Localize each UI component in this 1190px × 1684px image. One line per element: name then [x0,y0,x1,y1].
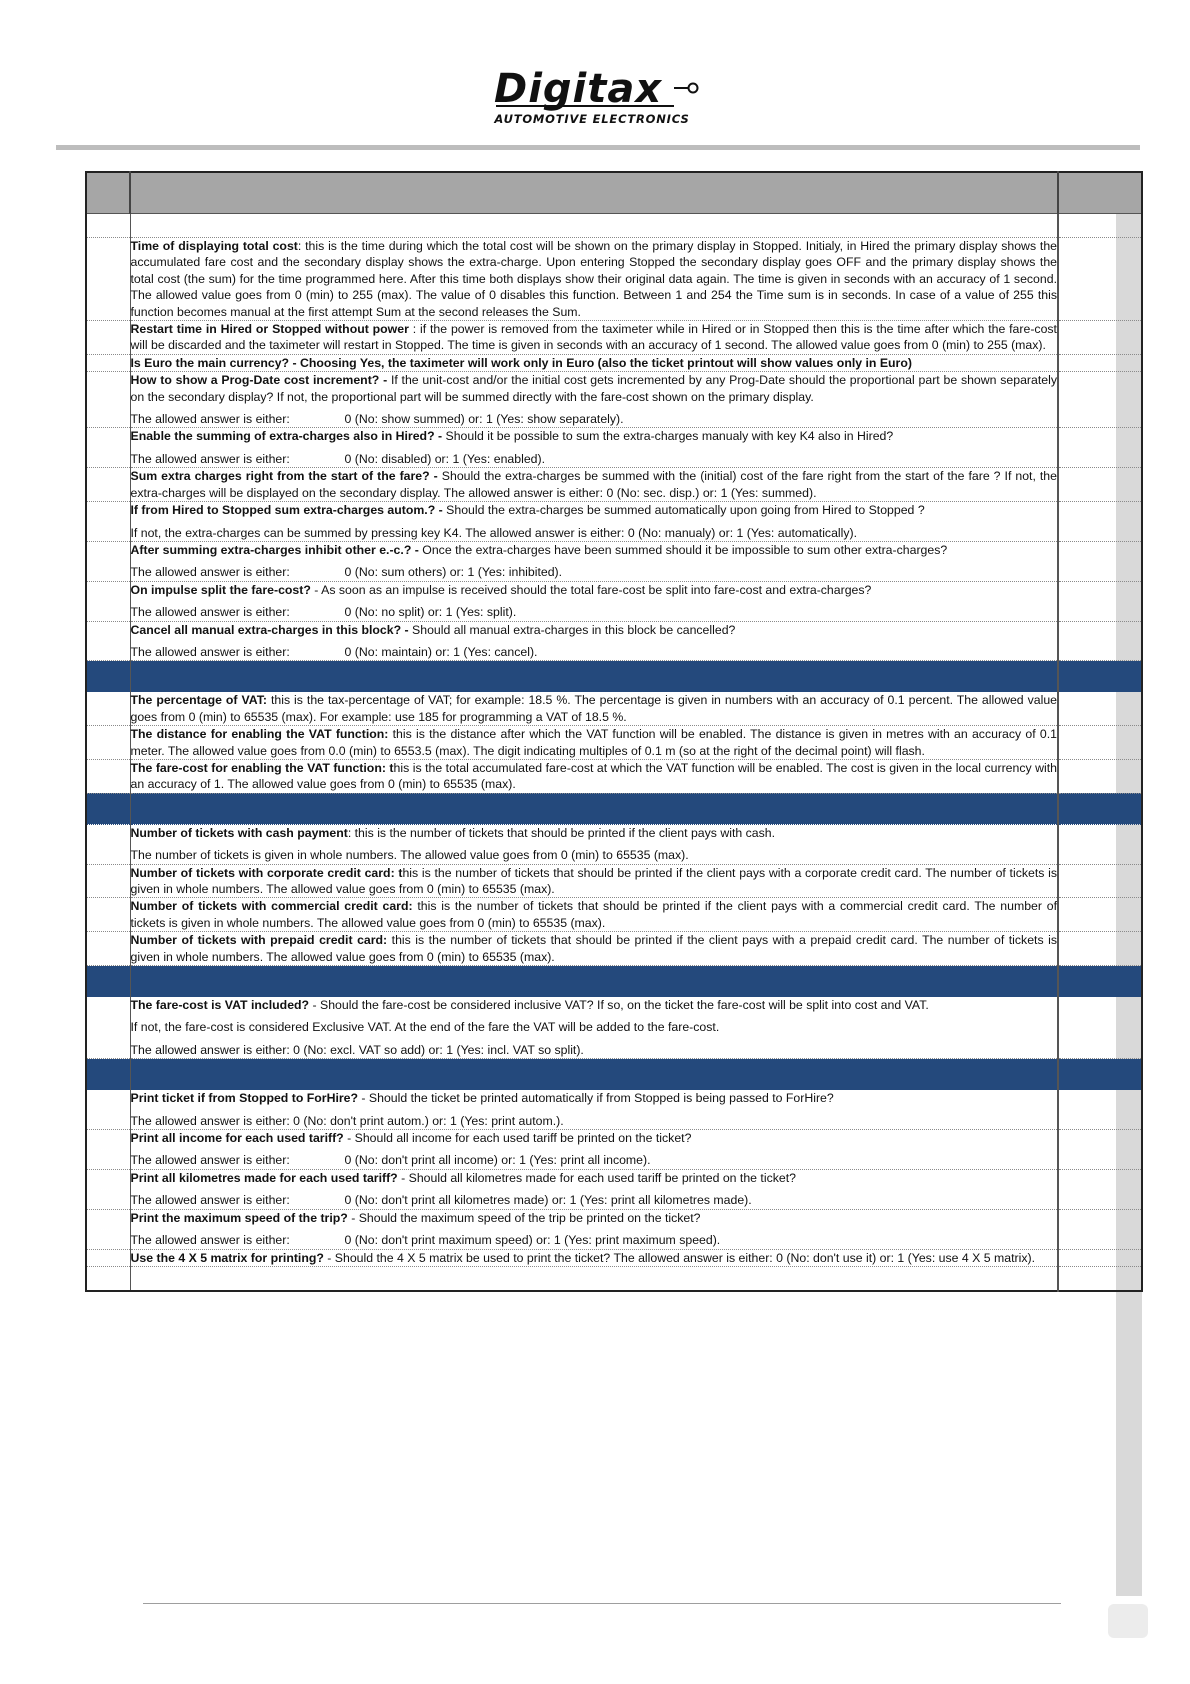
table-row [86,321,1142,355]
logo-brand-text: Digitax [494,66,663,112]
table-row [86,1090,1142,1130]
table-row [86,1130,1142,1170]
table-row [86,1266,1142,1291]
param-value-cell [1058,372,1142,428]
logo-tagline: AUTOMOTIVE ELECTRONICS [494,112,690,126]
table-row [86,238,1142,321]
param-value-cell [1058,759,1142,793]
table-row [86,1169,1142,1209]
table-row [86,214,1142,238]
table-row [86,726,1142,760]
logo-plug-icon [689,84,698,93]
table-row [86,372,1142,428]
table-row [86,502,1142,542]
table-row [86,541,1142,581]
table-row [86,864,1142,898]
param-description: Enable the summing of extra-charges also in Hired? - Should it be possible to sum the extra-charges manualy with key K4 also in Hired? The allowed answer is either: 0 (No: disabled) or: 1 (Yes: enabled). [130,428,1058,468]
param-value-cell [1058,541,1142,581]
header-divider [56,145,1140,150]
table-row [86,1249,1142,1266]
param-description: Use the 4 X 5 matrix for printing? - Should the 4 X 5 matrix be used to print the ticket? The allowed answer is either: 0 (No: don't use it) or: 1 (Yes: use 4 X 5 matrix). [130,1249,1058,1266]
param-description: Number of tickets with corporate credit card: this is the number of tickets that should be printed if the client pays with a corporate credit card. The number of tickets is given in whole numbers. The allowed value goes from 0 (min) to 65535 (max). [130,865,1057,896]
param-value-cell [1058,238,1142,321]
param-description: Number of tickets with commercial credit card: this is the number of tickets that should be printed if the client pays with a commercial credit card. The number of tickets is given in whole numbers. The allowed value goes from 0 (min) to 65535 (max). [130,899,1057,930]
param-description: Number of tickets with cash payment: this is the number of tickets that should be printed if the client pays with cash. The number of tickets is given in whole numbers. The allowed value goes from 0 (min) to 65535 (max). [130,824,1058,864]
table-row [86,354,1142,371]
param-description: The fare-cost for enabling the VAT function: this is the total accumulated fare-cost at which the VAT function will be enabled. The cost is given in the local currency with an accuracy of 1. The allowed value goes from 0 (min) to 65535 (max). [130,760,1058,792]
param-value-cell [1058,354,1142,371]
param-value-cell [1058,1090,1142,1130]
section-header-bar [86,661,1142,692]
parameter-table [85,171,1143,1292]
param-value-cell [1058,864,1142,898]
param-description: Print ticket if from Stopped to ForHire? - Should the ticket be printed automatically if from Stopped is being passed to ForHire? The allowed answer is either: 0 (No: don't print autom.) or: 1 (Yes: print autom.). [130,1090,1058,1130]
logo-wordmark [492,64,704,112]
param-description: Restart time in Hired or Stopped without power : if the power is removed from the taximeter while in Hired or in Stopped then this is the time after which the fare-cost will be discarded and the taximeter will restart in Stopped. The time is given in seconds with an accuracy of 1 second. The allowed value goes from 0 (min) to 255 (max). [130,322,1057,353]
param-description: Cancel all manual extra-charges in this block? - Should all manual extra-charges in this block be cancelled? The allowed answer is either: 0 (No: maintain) or: 1 (Yes: cancel). [130,621,1058,661]
param-description: The fare-cost is VAT included? - Should the fare-cost be considered inclusive VAT? If so, on the ticket the fare-cost will be split into cost and VAT. If not, the fare-cost is considered Exclusive VAT. At the end of the fare the VAT will be added to the fare-cost. The allowed answer is either: 0 (No: excl. VAT so add) or: 1 (Yes: incl. VAT so split). [130,997,1058,1059]
section-header-bar [86,1059,1142,1090]
param-description: The distance for enabling the VAT function: this is the distance after which the VAT function will be enabled. The distance is given in metres with an accuracy of 0.1 meter. The allowed value goes from 0.0 (min) to 6553.5 (max). The digit indicating multiples of 0.1 m (so at the right of the decimal point) will flash. [130,727,1057,758]
section-header-bar [86,793,1142,824]
table-row [86,692,1142,726]
param-value-cell [1058,621,1142,661]
param-description: On impulse split the fare-cost? - As soon as an impulse is received should the total fare-cost be split into fare-cost and extra-charges? The allowed answer is either: 0 (No: no split) or: 1 (Yes: split). [130,581,1058,621]
param-value-cell [1058,502,1142,542]
param-value-cell [1058,428,1142,468]
param-description: If from Hired to Stopped sum extra-charges autom.? - Should the extra-charges be summed automatically upon going from Hired to Stopped ? If not, the extra-charges can be summed by pressing key K4. The allowed answer is either: 0 (No: manualy) or: 1 (Yes: automatically). [130,502,1058,542]
table-row [86,759,1142,793]
param-value-cell [1058,997,1142,1059]
param-value-cell [1058,1130,1142,1170]
table-row [86,898,1142,932]
table-row [86,468,1142,502]
param-description: Number of tickets with prepaid credit card: this is the number of tickets that should be printed if the client pays with a prepaid credit card. The number of tickets is given in whole numbers. The allowed value goes from 0 (min) to 65535 (max). [130,933,1057,964]
table-header-row [86,172,1142,214]
section-header-bar [86,966,1142,997]
param-description: Print the maximum speed of the trip? - Should the maximum speed of the trip be printed on the ticket? The allowed answer is either: 0 (No: don't print maximum speed) or: 1 (Yes: print maximum speed). [130,1209,1058,1249]
param-value-cell [1058,468,1142,502]
param-value-cell [1058,726,1142,760]
table-row [86,1209,1142,1249]
param-description: The percentage of VAT: this is the tax-percentage of VAT; for example: 18.5 %. The percentage is given in numbers with an accuracy of 0.1 percent. The allowed value goes from 0 (min) to 65535 (max). For example: use 185 for programming a VAT of 18.5 %. [130,693,1057,724]
param-value-cell [1058,321,1142,355]
table-row [86,581,1142,621]
table-row [86,621,1142,661]
param-value-cell [1058,898,1142,932]
table-row [86,428,1142,468]
footer-divider [143,1603,1061,1604]
param-description: Print all income for each used tariff? - Should all income for each used tariff be printed on the ticket? The allowed answer is either: 0 (No: don't print all income) or: 1 (Yes: print all income). [130,1130,1058,1170]
param-description: How to show a Prog-Date cost increment? - If the unit-cost and/or the initial cost gets incremented by any Prog-Date should the proportional part be shown separately on the secondary display? If not, the proportional part will be summed directly with the fare-cost shown on the primary display. The allowed answer is either: 0 (No: show summed) or: 1 (Yes: show separately). [130,373,1057,427]
param-value-cell [1058,824,1142,864]
param-description: Print all kilometres made for each used tariff? - Should all kilometres made for each used tariff be printed on the ticket? The allowed answer is either: 0 (No: don't print all kilometres made) or: 1 (Yes: print all kilometres made). [130,1169,1058,1209]
table-row [86,932,1142,966]
param-value-cell [1058,1209,1142,1249]
page-shadow-corner [1108,1604,1148,1638]
param-description: Is Euro the main currency? - Choosing Yes, the taximeter will work only in Euro (also the ticket printout will show values only in Euro) [130,354,1058,371]
param-value-cell [1058,692,1142,726]
param-value-cell [1058,581,1142,621]
param-value-cell [1058,1249,1142,1266]
digitax-logo [492,64,712,130]
param-description: Sum extra charges right from the start of the fare? - Should the extra-charges be summed with the (initial) cost of the fare right from the start of the fare ? If not, the extra-charges will be displayed on the secondary display. The allowed answer is either: 0 (No: sec. disp.) or: 1 (Yes: summed). [130,469,1057,500]
table-row [86,997,1142,1059]
param-description: Time of displaying total cost: this is the time during which the total cost will be shown on the primary display in Stopped. Initialy, in Hired the primary display shows the accumulated fare cost and the secondary display shows the extra-charge. Upon entering Stopped the secondary display goes OFF and the primary display shows the total cost (the sum) for the time programmed here. After this time both displays show their original data again. The time is given in seconds with an accuracy of 1 second. The allowed value goes from 0 (min) to 255 (max). The value of 0 disables this function. Between 1 and 254 the Time sum is in seconds. In case of a value of 255 this function becomes manual at the first attempt Sum at the second releases the Sum. [130,239,1057,319]
param-value-cell [1058,1169,1142,1209]
param-value-cell [1058,932,1142,966]
param-description: After summing extra-charges inhibit other e.-c.? - Once the extra-charges have been summed should it be impossible to sum other extra-charges? The allowed answer is either: 0 (No: sum others) or: 1 (Yes: inhibited). [130,541,1058,581]
table-row [86,824,1142,864]
